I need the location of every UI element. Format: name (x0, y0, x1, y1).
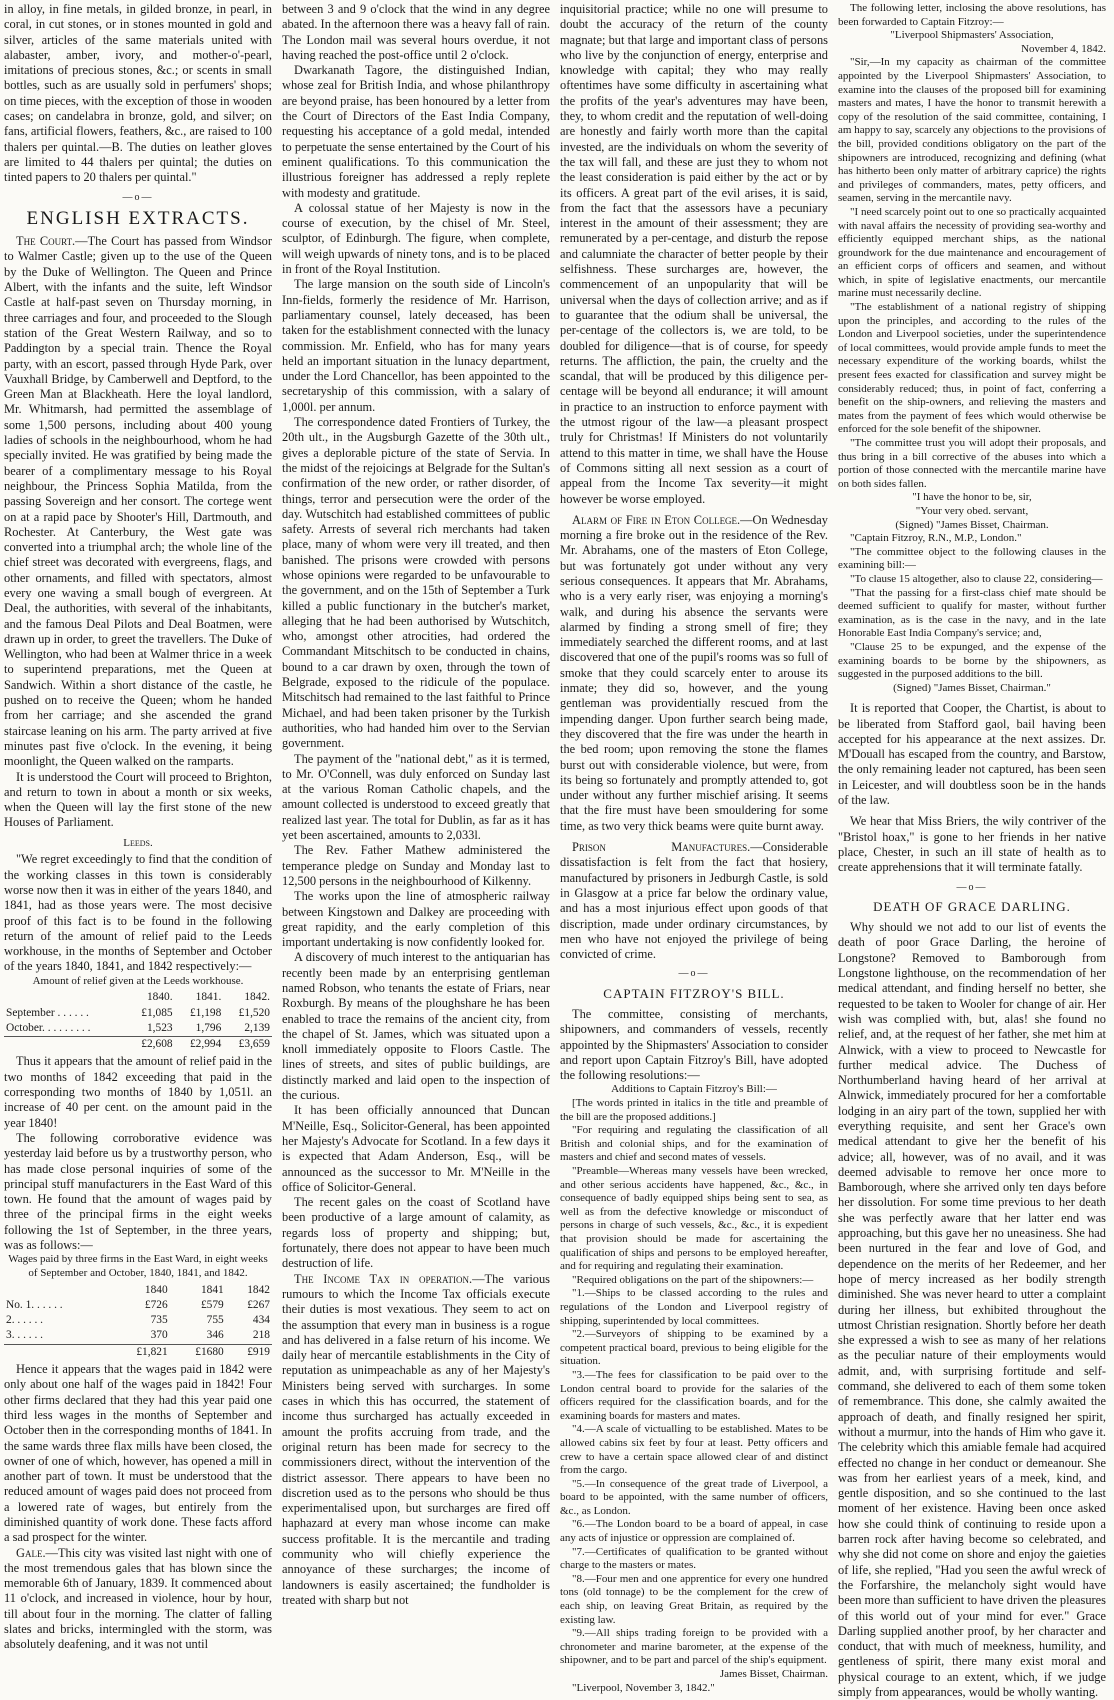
mathew-paragraph: The Rev. Father Mathew administered the temperance pledge on Sunday and Monday last to 12,500 persons in the neighbourhood of Kilkenny. (282, 843, 550, 888)
income-tax-paragraph (282, 1272, 550, 1609)
eton-fire-text: —On Wednesday morning a fire broke out in the residence of the Rev. Mr. Abrahams, one of the masters of Eton College, but was fortunately got under without any very serious consequences. It appears that Mr. Abrahams, who is a very early riser, was enjoying a morning's walk, and during his absence the servants were alarmed by finding a strong smell of fire; they immediately searched the different rooms, and at last discovered that one of the pupil's rooms was so full of smoke that they could scarcely enter to arouse its inmate; they did so, however, and the young gentleman was providentially rescued from the impending danger. Upon further search being made, they discovered that the fire was under the hearth in the bed room; upon removing the stone the flames burst out with considerable violence, but were, from its being so fortunately and promptly attended to, got under without any further mischief arising. It seems that the fire must have been smouldering for some time, as two very thick beams were quite burnt away. (560, 512, 828, 833)
total-cell: £1680 (170, 1344, 226, 1360)
row-label: October. . . . . . . . . (6, 1021, 91, 1034)
prison-lead: Prison Manufactures. (572, 840, 751, 855)
value-cell: 370 (150, 1329, 168, 1342)
addition-item: "For requiring and regulating the classification of all British and colonial ships, and for the examination of masters and chief and second mates of vessels. (560, 1124, 828, 1164)
row-label: 3. . . . . . (6, 1329, 44, 1342)
year-cell: 1840 (144, 1283, 168, 1296)
addition-item: "1.—Ships to be classed according to the rules and regulations of the London and Liverpool registry of shipping, superintended by local committees. (560, 1287, 828, 1327)
total-cell: £2,608 (126, 1037, 175, 1053)
value-cell: £726 (144, 1298, 168, 1311)
value-cell: 2,139 (244, 1021, 270, 1034)
additions-title: Additions to Captain Fitzroy's Bill:— (611, 1083, 777, 1096)
year-cell: 1841. (195, 991, 222, 1004)
year-cell: 1842 (247, 1283, 270, 1296)
letter-paragraph: "Clause 25 to be expunged, and the expense of the examining boards to be borne by the shipowners, as suggested in the purposed additions to the bill. (838, 640, 1106, 681)
wages-total-row (4, 1344, 272, 1360)
value-cell: 346 (206, 1329, 224, 1342)
wages-row (4, 1298, 272, 1313)
wages-row (4, 1313, 272, 1328)
addition-item: "3.—The fees for classification to be paid over to the London central board to provide for the salaries of the officers required for the classification boards, and for the examining boards for masters and mates. (560, 1368, 828, 1422)
gale-paragraph (4, 1546, 272, 1653)
value-cell: 218 (252, 1329, 270, 1342)
lunacy-paragraph: The large mansion on the south side of Lincoln's Inn-fields, formerly the residence of Mr. Harrison, parliamentary counsel, lately deceased, has been taken for the establishment connected with the lunacy commission. Mr. Enfield, who has for many years held an important situation in the lunacy department, under the Lord Chancellor, has been appointed to the secretaryship of this commission, with a salary of 1,000l. per annum. (282, 277, 550, 414)
additions-note: [The words printed in italics in the title and preamble of the bill are the proposed additions.] (560, 1097, 828, 1123)
addition-item: "9.—All ships trading foreign to be provided with a chronometer and marine barometer, at the expense of the shipowner, and to be part and parcel of the ship's equipment. (560, 1627, 828, 1667)
eton-fire-paragraph (560, 513, 828, 834)
addition-item: "5.—In consequence of the great trade of Liverpool, a board to be appointed, with the same number of officers, &c., as London. (560, 1477, 828, 1517)
relief-total-row (4, 1037, 272, 1053)
addition-item: "4.—A scale of victualling to be established. Mates to be allowed cabins six feet by four at least. Petty officers and crew to have a certain space allowed clear of and distinct from the cargo. (560, 1423, 828, 1477)
column-3 (560, 2, 828, 1694)
column-1 (4, 2, 272, 1674)
ornament: —o— (678, 968, 710, 980)
letter-signed: (Signed) "James Bisset, Chairman. (895, 518, 1049, 531)
solicitor-paragraph: It has been officially announced that Duncan M'Neille, Esq., Solicitor-General, has been appointed her Majesty's Advocate for Scotland. In a few days it is expected that Adam Anderson, Esq., will be announced as the successor to Mr. M'Neille in the office of Solicitor-General. (282, 1103, 550, 1194)
gale-text: —This city was visited last night with one of the most tremendous gales that has blown since the memorable 6th of January, 1839. It commenced about 11 o'clock, and increased in violence, hour by hour, till about four in the morning. The clatter of falling slates and bricks, intermingled with the storm, was absolutely deafening, and it was not until (4, 1545, 272, 1652)
income-tax-continued: inquisitorial practice; while no one will presume to doubt the accuracy of the return of the county magnate; but that large and important class of persons who live by the conjunction of energy, enterprise and knowledge with capital; they who may really oftentimes have some difficulty in ascertaining what the profits of the year's adventures may have been, they, to whom credit and the reputation of well-doing are honestly and fairly worth more than the capital invested, are the individuals on whom the severity of the tax will fall, and these are just they to whom not the least consideration is paid either by the act or by its officers. A great part of the evil arises, it is said, from the fact that the assessors have a pecuniary interest in the amount of their assessment; they are remunerated by a per-centage, and disturb the repose and calumniate the character of better people by their selfishness. These surcharges are, however, the commencement of an unpopularity that will be universal when the days of collection arrive; and as if to guarantee that the odium shall be universal, the per-centage of the collectors is, we are told, to be doubled for diligence—that is of course, for speedy returns. The affliction, the pain, the cruelty and the scandal, that will be produced by this diligence per-centage will be beyond all endurance; it will amount in practice to an instruction to enforce payment with the utmost rigour of the law—a pleasant prospect truly for Christmas! If Ministers do not voluntarily attend to this matter in time, we shall have the House of Commons sitting all next session as a court of appeal from the Income Tax severity—it might however be worse employed. (560, 2, 828, 506)
letter-paragraph: "The establishment of a national registry of shipping upon the principles, and according to the rules of the London and Liverpool societies, under the superintendence of local committees, would provide ample funds to meet the necessary expenditure of the working boards, whilst the present fees exacted for classification and survey might be considerably reduced; thus, in point of fact, conferring a benefit on the ship-owners, and relieving the masters and mates from the payment of fees which would otherwise be enforced for the sole benefit of the shipowner. (838, 301, 1106, 436)
year-cell: 1842. (244, 991, 270, 1004)
cooper-paragraph: It is reported that Cooper, the Chartist, is about to be liberated from Stafford gaol, bail having been accepted for his appearance at the next assizes. Dr. M'Douall has escaped from the country, and Barstow, the only remaining leader not captured, has been seen in Leicester, and will doubtless soon be in the hands of the law. (838, 701, 1106, 808)
letter-paragraph: "To clause 15 altogether, also to clause 22, considering— (850, 572, 1103, 585)
income-tax-lead: The Income Tax in operation. (294, 1271, 473, 1286)
briers-paragraph: We hear that Miss Briers, the wily contriver of the "Bristol hoax," is gone to her friends in her native place, Chester, in such an ill state of health as to create apprehensions that it will terminate fatally. (838, 814, 1106, 875)
row-label: September . . . . . . (6, 1006, 89, 1019)
letter-paragraph: "Sir,—In my capacity as chairman of the committee appointed by the Liverpool Shipmasters' Association, to examine into the clauses of the proposed bill for examining masters and mates, I have the honor to transmit herewith a copy of the resolution of the said committee, containing, I am happy to say, scarcely any objections to the provisions of the bill, provided conditions obligatory on the part of the shipowners are introduced, recognizing and defining (what has hitherto been only matter of arbitrary caprice) the rights and privileges of commanders, mates, petty officers, and seamen, serving in the mercantile navy. (838, 56, 1106, 205)
roxburgh-paragraph: A discovery of much interest to the antiquarian has recently been made by an enterprising gentleman named Robson, who tenants the estate of Friars, near Roxburgh. By means of the ploughshare he has been enabled to trace the remains of the ancient city, from the chapel of St. James, which was situated upon a knoll immediately opposite to Floors Castle. The lines of streets, and sites of public buildings, are distinctly marked and laid open to the inspection of the curious. (282, 950, 550, 1103)
leeds-paragraph-3: The following corroborative evidence was yesterday laid before us by a trustworthy person, who has made close personal inquiries of some of the principal stuff manufacturers in the East Ward of this town. He found that the amount of wages paid by three of the principal firms in the eight weeks following the 1st of September, in the three years, was as follows:— (4, 1130, 272, 1253)
prison-paragraph (560, 840, 828, 962)
letter-paragraph: "That the passing for a first-class chief mate should be deemed sufficient to qualify for master, without further examination, as is the case in the navy, and in the late Honorable East India Company's service; and, (838, 586, 1106, 640)
dateline: "Liverpool, November 3, 1842." (572, 1681, 715, 1694)
value-cell: 434 (252, 1314, 270, 1327)
relief-table (4, 990, 272, 1052)
addition-item: "8.—Four men and one apprentice for every one hundred tons (old tonnage) to be the complement for the crew of each ship, on leaving Great Britain, as required by the existing law. (560, 1572, 828, 1626)
year-cell: 1840. (146, 991, 173, 1004)
gale-continued: between 3 and 9 o'clock that the wind in any degree abated. In the afternoon there was a heavy fall of rain. The London mail was several hours overdue, it not having reached the post-office until 2 o'clock. (282, 2, 550, 62)
leeds-heading: Leeds. (123, 836, 153, 849)
value-cell: £1,085 (141, 1006, 173, 1019)
row-label: No. 1. . . . . . (6, 1298, 63, 1311)
letter-paragraph: "The committee trust you will adopt their proposals, and thus bring in a bill corrective of the abuses into which a portion of those connected with the mercantile marine have on both sides fallen. (838, 437, 1106, 490)
signature: James Bisset, Chairman. (719, 1668, 828, 1681)
section-headline: ENGLISH EXTRACTS. (26, 207, 250, 229)
addition-item: "7.—Certificates of qualification to be granted without charge to the masters or mates. (560, 1545, 828, 1572)
association-name: "Liverpool Shipmasters' Association, (890, 29, 1054, 42)
value-cell: £267 (247, 1298, 270, 1311)
value-cell: £1,520 (238, 1006, 270, 1019)
letter-addressee: "Captain Fitzroy, R.N., M.P., London." (850, 532, 1022, 545)
statue-paragraph: A colossal statue of her Majesty is now in the course of execution, by the chisel of Mr. Steel, sculptor, of Edinburgh. The figure, when complete, will weigh upwards of ninety tons, and is to be placed in front of the Royal Institution. (282, 200, 550, 277)
servia-paragraph: The correspondence dated Frontiers of Turkey, the 20th ult., in the Augsburgh Gazette of the 30th ult., gives a deplorable picture of the state of Servia. In the midst of the rejoicings at Belgrade for the Sultan's confirmation of the new order, or rather disorder, of things, terror and persecution were the order of the day. Wutschitch had established committees of public safety. Arrests of several rich merchants had taken place, many of whom were very ill treated, and then banished. The prisons were crowded with persons whose opinions were regarded to be unfavourable to the government, and on the 15th of September a Turk killed a public functionary in the butcher's market, alleging that he had been authorised by Wutschitch, who, amongst other atrocities, had ordered the Commandant Mitschitsch to be conducted in chains, bound to a car drawn by oxen, through the town of Belgrade, exposed to the ridicule of the populace. Mitschitsch had remained to the last faithful to Prince Michael, and had been taken prisoner by the Turkish authorities, who had handed him over to the Servian government. (282, 415, 550, 751)
value-cell: 1,523 (146, 1021, 173, 1034)
darling-headline: DEATH OF GRACE DARLING. (873, 898, 1071, 914)
relief-caption: Amount of relief given at the Leeds workhouse. (32, 974, 244, 987)
fitzroy-intro: The committee, consisting of merchants, shipowners, and commanders of vessels, recently appointed by the Shipmasters' Association to consider and report upon Captain Fitzroy's Bill, have adopted the following resolutions:— (560, 1007, 828, 1083)
gales-scotland-paragraph: The recent gales on the coast of Scotland have been productive of a large amount of calamity, as regards loss of property and shipping; but, fortunately, there does not appear to have been much destruction of life. (282, 1195, 550, 1271)
ornament: —o— (122, 191, 154, 203)
relief-row (4, 1021, 272, 1037)
leeds-paragraph: "We regret exceedingly to find that the condition of the working classes in this town is considerably worse now then it was in either of the years 1840, and 1841, had as those years were. The most decisive proof of this fact is to be found in the following return of the amount of relief paid to the Leeds workhouse, in the months of September and October of the years 1840, 1841, and 1842 respectively:— (4, 852, 272, 974)
column-4 (838, 2, 1106, 1699)
letter-intro: The following letter, inclosing the above resolutions, has been forwarded to Captain Fitzroy:— (838, 2, 1106, 28)
letter-signed: (Signed) "James Bisset, Chairman." (893, 681, 1051, 694)
letter-closing: "Your very obed. servant, (915, 504, 1029, 517)
tagore-paragraph: Dwarkanath Tagore, the distinguished Indian, whose zeal for British India, and whose philanthropy are beyond praise, has been honoured by a letter from the Court of Directors of the East India Company, requesting his acceptance of a gold medal, intended to perpetuate the sense entertained by the Court of his eminent qualifications. To this communication the illustrious foreigner has addressed a reply replete with modesty and gratitude. (282, 63, 550, 200)
court-paragraph (4, 234, 272, 769)
addition-item: "2.—Surveyors of shipping to be examined by a competent practical board, previous to being eligible for the situation. (560, 1328, 828, 1368)
leeds-paragraph-2: Thus it appears that the amount of relief paid in the two months of 1842 exceeding that paid in the corresponding two months of 1840 by 1,051l. an increase of 40 per cent. on the amount paid in the year 1840! (4, 1054, 272, 1130)
court-paragraph-2: It is understood the Court will proceed to Brighton, and return to town in about a month or six weeks, when the Queen will lay the first stone of the new Houses of Parliament. (4, 769, 272, 830)
addition-item: "6.—The London board to be a board of appeal, in case any acts of injustice or oppression are complained of. (560, 1518, 828, 1545)
year-cell: 1841 (200, 1283, 224, 1296)
value-cell: £579 (200, 1298, 224, 1311)
oconnell-paragraph: The payment of the "national debt," as it is termed, to Mr. O'Connell, was duly enforced on Sunday last at the various Roman Catholic chapels, and the amount collected is understood to exceed greatly that realized last year. The total for Dublin, as far as it has yet been ascertained, amounts to 2,033l. (282, 751, 550, 843)
fitzroy-headline: CAPTAIN FITZROY'S BILL. (603, 985, 785, 1001)
income-tax-text: —The various rumours to which the Income Tax officials execute their duties is most vexatious. They seem to act on the assumption that every man in business is a rogue and has delivered in a false return of his income. We daily hear of mercantile establishments in the City of reputation as unimpeachable as any of her Majesty's Ministers being served with surcharges. In some cases in which this has occurred, the statement of income thus surcharged has actually exceeded in amount the profits accruing from trade, and the original return has been made for secrecy to the commissioners direct, without the intervention of the district assessor. There appears to have been no discretion used as to the persons who should be thus experimentalised upon, but surcharges are fired off haphazard at every man whose income can make success profitable. It is the mercantile and trading community who will chiefly experience the annoyance of these surcharges; the income of landowners is easily ascertained; the fundholder is treated with sharp but not (282, 1271, 550, 1607)
court-text: —The Court has passed from Windsor to Walmer Castle; given up to the use of the Queen by the Duke of Wellington. The Queen and Prince Albert, with the infants and the suite, left Windsor Castle at half-past seven on Thursday morning, in three carriages and four, and proceeded to the Slough station of the Great Western Railway, and so to Paddington by a special train. Thence the Royal party, with an escort, passed through Hyde Park, over Vauxhall Bridge, by Camberwell and Deptford, to the Green Man at Blackheath. Here the loyal landlord, Mr. Whitmarsh, had permitted the assemblage of some 1,500 persons, including about 400 young ladies of schools in the neighbourhood, whom he had specially invited. He was gratified by being made the bearer of a complimentary message to his Royal neighbour, the Princess Sophia Matilda, from the passing Sovereign and her consort. The cortege went on at a rapid pace by Shooter's Hill, Dartmouth, and Rochester. At Canterbury, the West gate was converted into a triumphal arch; the whole line of the chief street was decorated with evergreens, flags, and other ornaments, and filled with spectators, almost every one waving a small bough of evergreen. At Deal, the authorities, with several of the inhabitants, and the famous Deal Pilots and Deal Boatmen, were drawn up in order, to greet the travellers. The Duke of Wellington, who had been at Walmer thrice in a week to superintend preparations, met the Queen at Sandwich. Within a short distance of the castle, he pushed on to receive the Queen; whom he handed from her carriage; and she ascended the grand staircase leaning on his arm. The party arrived at five minutes past five o'clock. In the evening, it being moonlight, the Queen walked on the ramparts. (4, 234, 272, 769)
railway-paragraph: The works upon the line of atmospheric railway between Kingstown and Dalkey are proceeding with great rapidity, and the early completion of this important undertaking is now confidently looked for. (282, 889, 550, 950)
court-lead: The Court. (16, 234, 76, 249)
value-cell: 735 (150, 1314, 168, 1327)
value-cell: 1,796 (195, 1021, 222, 1034)
letter-closing: "I have the honor to be, sir, (912, 491, 1032, 504)
wages-header-row (4, 1283, 272, 1298)
total-cell: £919 (226, 1344, 272, 1360)
addition-item: "Required obligations on the part of the shipowners:— (572, 1273, 814, 1286)
ornament: —o— (956, 881, 988, 893)
total-cell: £2,994 (175, 1037, 224, 1053)
relief-row (4, 1006, 272, 1021)
letter-paragraph: "The committee object to the following clauses in the examining bill:— (838, 545, 1106, 572)
gale-lead: Gale. (16, 1545, 46, 1560)
value-cell: 755 (206, 1314, 224, 1327)
darling-paragraph: Why should we not add to our list of events the death of poor Grace Darling, the heroine of Longstone? Removed to Bamborough from Longstone lighthouse, on the recommendation of her medical attendant, and finding herself no better, she requested to be taken to Wooler for change of air. Her wish was complied with, but, alas! she found no relief, and, at the request of her father, she met him at Alnwick, with a view to proceed to Newcastle for further medical advice. The Duchess of Northumberland having heard of her arrival at Alnwick, immediately procured for her a comfortable lodging in an airy part of the town, supplied her with everything requisite, and sent her Grace's own medical attendant to give her the benefit of his advice; all, however, was of no avail, and it was deemed advisable to remove her once more to Bamborough, where she arrived only ten days before her dissolution. For some time previous to her death she was perfectly aware that her latter end was approaching, but this gave her no uneasiness. She had been nurtured in the fear and love of God, and dependence on the merits of her Redeemer, and her hope of mercy increased as her bodily strength diminished. She was never heard to utter a complaint during her illness, but exhibited throughout the utmost Christian resignation. Shortly before her death she expressed a wish to see as many of her relations as the peculiar nature of their employments would admit, and, with surprising fortitude and self-command, she delivered to each of them some token of remembrance. This done, she calmly awaited the approach of death, and finally resigned her spirit, without a murmur, into the hands of Him who gave it. The celebrity which this amiable female had acquired effected no change in her conduct or demeanour. She was from her earliest years of a meek, kind, and gentle disposition, and so she continued to the last moment of her existence. Having been once asked how she could think of continuing to reside upon a barren rock after having become so celebrated, and why she did not come on shore and enjoy the gaieties of life, she replied, "Had you seen the awful wreck of the Forfarshire, the melancholy sight would have been more than sufficient to have driven the pleasures of this world out of your mind for ever." Grace Darling supplied another proof, by her character and conduct, that with much of meekness, humility, and gentleness of spirit, there many exist moral and physical courage to an extent, which, if we judge simply from appearances, would be wholly wanting. (838, 920, 1106, 1699)
value-cell: £1,198 (189, 1006, 222, 1019)
total-cell: £1,821 (109, 1344, 170, 1360)
total-cell: £3,659 (223, 1037, 272, 1053)
eton-fire-lead: Alarm of Fire in Eton College. (572, 512, 741, 527)
wages-table (4, 1283, 272, 1360)
tariff-paragraph: in alloy, in fine metals, in gilded bronze, in pearl, in coral, in cut stones, or in stones mounted in gold and silver, articles of the same materials united with alabaster, amber, ivory, and mother-o'-pearl, imitations of precious stones, &c.; or scents in small bottles, such as are usually sold in perfumers' shops; on time pieces, with the exception of those in wooden cases; on candelabra in bronze, gold, and silver; on fans, artificial flowers, feathers, &c., are raised to 100 thalers per quintal.—B. The duties on leather gloves are limited to 44 thalers per quintal; the duties on tinted papers to 20 thalers per quintal." (4, 2, 272, 185)
column-2 (282, 2, 550, 1674)
row-label: 2. . . . . . (6, 1314, 44, 1327)
letter-paragraph: "I need scarcely point out to one so practically acquainted with naval affairs the necessity of providing sea-worthy and efficiently equipped merchant ships, as the national groundwork for the due maintenance and encouragement of an efficient corps of officers and seamen, and without which, in spite of legislative enactments, our mercantile marine must necessarily decline. (838, 205, 1106, 300)
prison-text: —Considerable dissatisfaction is felt from the fact that hosiery, manufactured by prisoners in Jedburgh Castle, is sold in Glasgow at a price far below the ordinary value, and has a most injurious effect upon goods of that discription, made under ordinary circumstances, by men who have not enjoyed the privilege of being convicted of crime. (560, 840, 828, 962)
leeds-paragraph-4: Hence it appears that the wages paid in 1842 were only about one half of the wages paid in 1842! Four other firms declared that they had this year paid one third less wages in the months of September and October then in the corresponding months of 1841. In the same wards three flax mills have been closed, the owner of one of which, however, has opened a mill in another part of town. It must be understood that the reduced amount of wages paid does not proceed from a lowered rate of wages, but entirely from the diminished quantity of work done. These facts afford a sad prospect for the winter. (4, 1362, 272, 1545)
wages-row (4, 1328, 272, 1344)
wages-caption: Wages paid by three firms in the East Ward, in eight weeks of September and October, 1840, 1841, and 1842. (8, 1253, 268, 1279)
addition-item: "Preamble—Whereas many vessels have been wrecked, and other serious accidents have happened, &c., &c., in consequence of badly equipped ships being sent to sea, as well as from the defective knowledge or misconduct of persons in charge of such vessels, &c., &c., it is expedient that provision should be made for ascertaining the qualification of ships and persons to be employed hereafter, and for requiring and regulating their examination. (560, 1165, 828, 1273)
association-date: November 4, 1842. (1021, 42, 1106, 55)
newspaper-page (4, 2, 1110, 1699)
relief-header-row (4, 990, 272, 1005)
